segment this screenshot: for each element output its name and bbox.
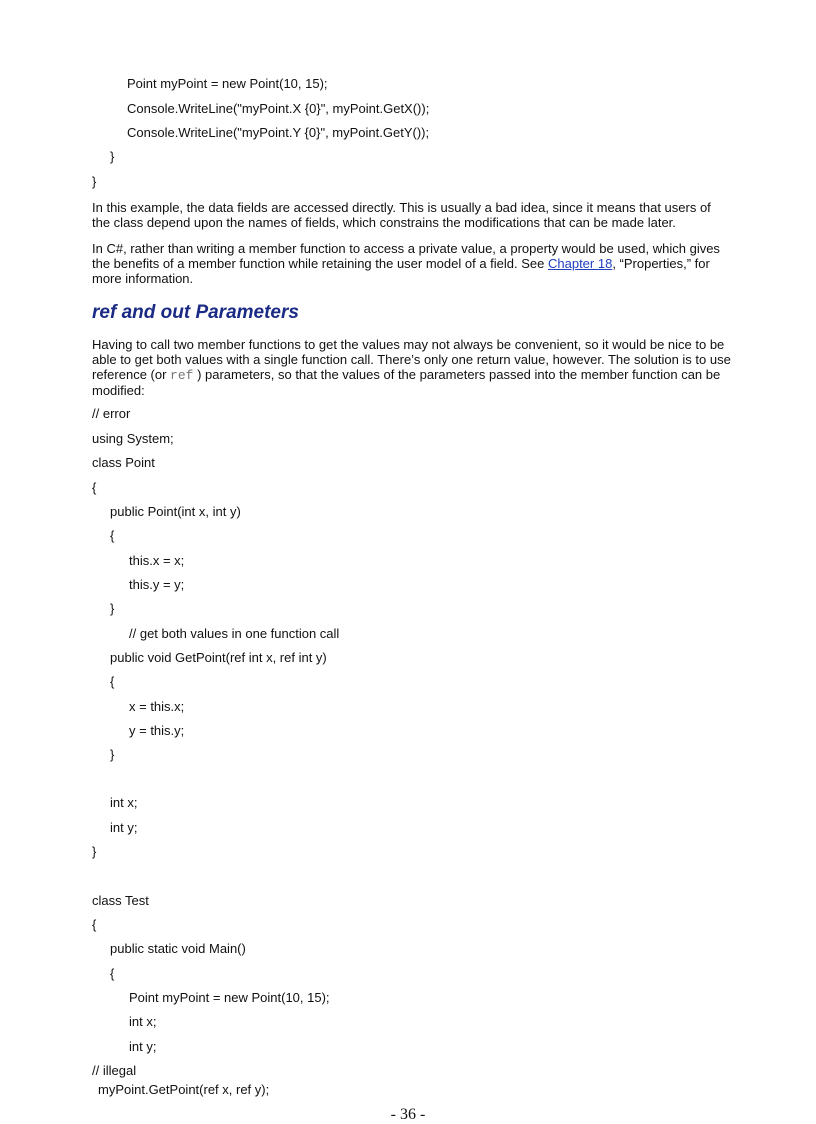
code-line: { — [92, 917, 97, 932]
code-line: // get both values in one function call — [129, 626, 340, 641]
code-line: Point myPoint = new Point(10, 15); — [129, 990, 330, 1005]
page-number: - 36 - — [390, 1106, 426, 1123]
paragraph-ref-params — [92, 337, 732, 398]
chapter-18-link[interactable]: Chapter 18 — [547, 256, 613, 271]
code-line: this.x = x; — [129, 553, 185, 568]
paragraph-text: ) parameters, so that the values of the parameters passed into the member function can be modified: — [92, 367, 721, 398]
code-line: this.y = y; — [129, 577, 185, 592]
code-line: int x; — [129, 1014, 157, 1029]
code-line: public Point(int x, int y) — [110, 504, 241, 519]
code-line: Console.WriteLine("myPoint.Y {0}", myPoint.GetY()); — [127, 125, 430, 140]
code-line: Point myPoint = new Point(10, 15); — [127, 76, 328, 91]
code-line: int y; — [110, 820, 138, 835]
code-line: myPoint.GetPoint(ref x, ref y); — [98, 1082, 270, 1097]
code-line: { — [110, 528, 115, 543]
code-line: } — [92, 844, 97, 859]
code-line: // illegal — [92, 1063, 137, 1078]
code-line: int y; — [129, 1039, 157, 1054]
code-line: int x; — [110, 795, 138, 810]
code-line: { — [92, 480, 97, 495]
code-line: // error — [92, 406, 131, 421]
code-line: y = this.y; — [129, 723, 185, 738]
inline-code: ref — [170, 368, 194, 383]
code-line: using System; — [92, 431, 174, 446]
code-line: { — [110, 674, 115, 689]
code-line: } — [110, 747, 115, 762]
code-line: class Point — [92, 455, 155, 470]
code-line: } — [110, 601, 115, 616]
paragraph-text: , “Properties,” for more information. — [92, 256, 710, 286]
section-heading: ref and out Parameters — [92, 302, 299, 323]
paragraph-properties — [92, 241, 732, 286]
code-line: } — [110, 149, 115, 164]
code-line: } — [92, 174, 97, 189]
code-line: class Test — [92, 893, 149, 908]
code-line: x = this.x; — [129, 699, 185, 714]
code-line: public void GetPoint(ref int x, ref int y) — [110, 650, 327, 665]
code-line: { — [110, 966, 115, 981]
code-line: public static void Main() — [110, 941, 246, 956]
code-line: Console.WriteLine("myPoint.X {0}", myPoint.GetX()); — [127, 101, 430, 116]
paragraph-text: In C#, rather than writing a member function to access a private value, a property would be used, which gives the benefits of a member function while retaining the user model of a field. See — [92, 241, 720, 271]
paragraph-data-fields: In this example, the data fields are accessed directly. This is usually a bad idea, since it means that users of the class depend upon the names of fields, which constrains the modifications that can be made later. — [92, 200, 711, 230]
paragraph-text: Having to call two member functions to get the values may not always be convenient, so it would be nice to be able to get both values with a single function call. There’s only one return value, however. The solution is to use reference (or — [92, 337, 731, 382]
